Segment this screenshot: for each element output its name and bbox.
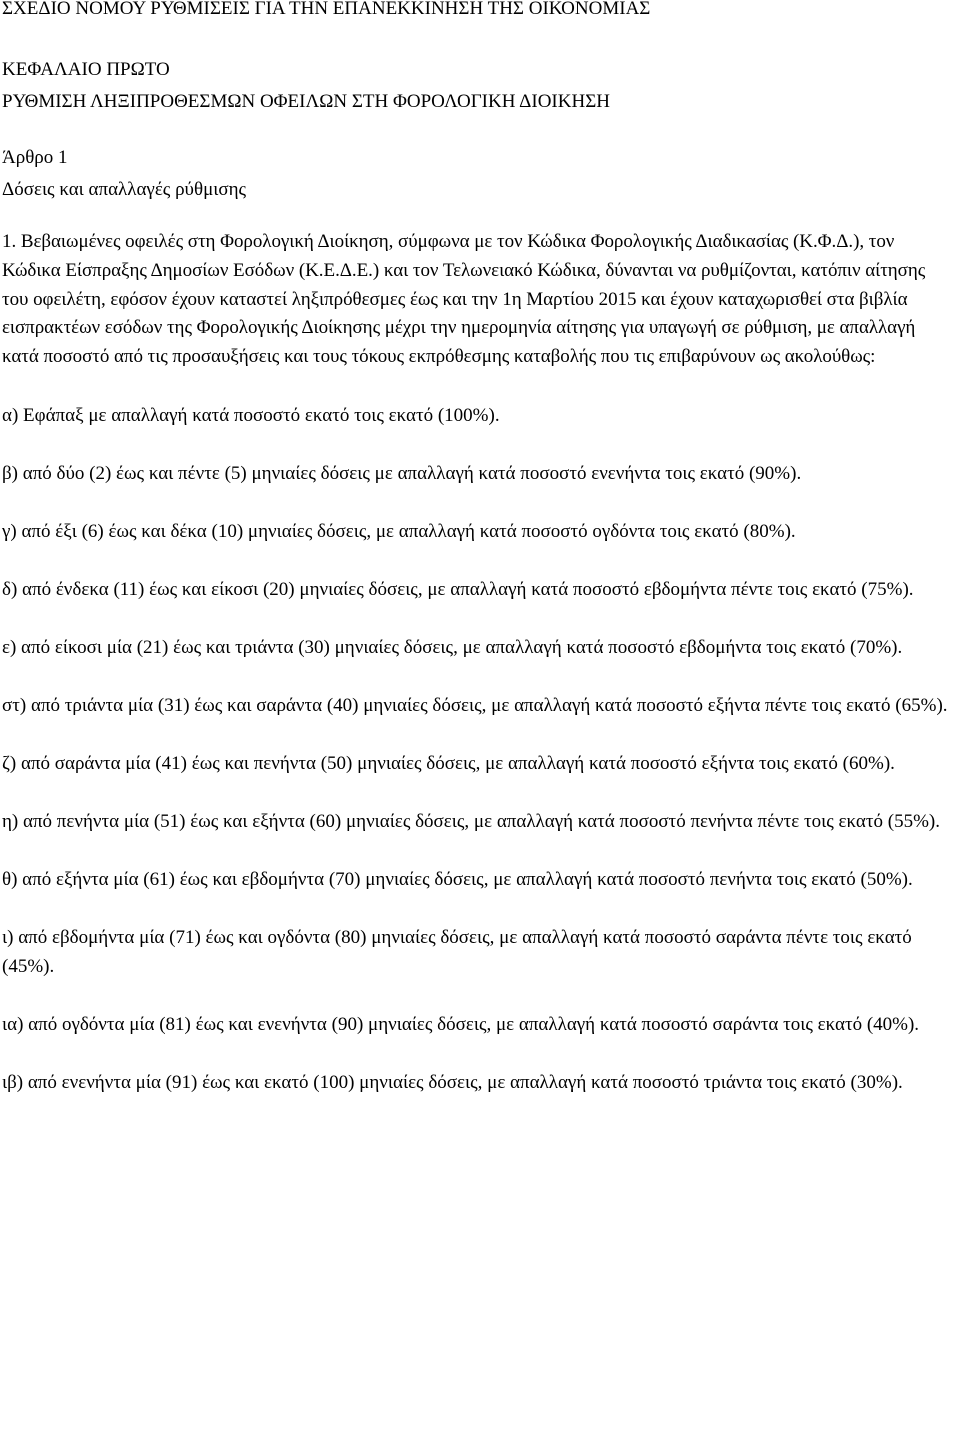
list-item: γ) από έξι (6) έως και δέκα (10) μηνιαίες δόσεις, με απαλλαγή κατά ποσοστό ογδόντα τοις εκατό (80%).: [2, 520, 796, 542]
list-item: στ) από τριάντα μία (31) έως και σαράντα (40) μηνιαίες δόσεις, με απαλλαγή κατά ποσοστό εξήντα πέντε τοις εκατό (65%).: [2, 694, 948, 716]
document-title: ΣΧΕΔΙΟ ΝΟΜΟΥ ΡΥΘΜΙΣΕΙΣ ΓΙΑ ΤΗΝ ΕΠΑΝΕΚΚΙΝΗΣΗ ΤΗΣ ΟΙΚΟΝΟΜΙΑΣ: [2, 0, 651, 19]
list-item: θ) από εξήντα μία (61) έως και εβδομήντα (70) μηνιαίες δόσεις, με απαλλαγή κατά ποσοστό πενήντα τοις εκατό (50%).: [2, 868, 913, 890]
list-item: β) από δύο (2) έως και πέντε (5) μηνιαίες δόσεις με απαλλαγή κατά ποσοστό ενενήντα τοις εκατό (90%).: [2, 462, 802, 484]
article-number: Άρθρο 1: [2, 147, 68, 168]
list-item: ιβ) από ενενήντα μία (91) έως και εκατό (100) μηνιαίες δόσεις, με απαλλαγή κατά ποσοστό τριάντα τοις εκατό (30%).: [2, 1071, 903, 1093]
chapter-label: ΚΕΦΑΛΑΙΟ ΠΡΩΤΟ: [2, 59, 170, 80]
list-item: δ) από ένδεκα (11) έως και είκοσι (20) μηνιαίες δόσεις, με απαλλαγή κατά ποσοστό εβδομήντα πέντε τοις εκατό (75%).: [2, 578, 914, 600]
list-item: η) από πενήντα μία (51) έως και εξήντα (60) μηνιαίες δόσεις, με απαλλαγή κατά ποσοστό πενήντα πέντε τοις εκατό (55%).: [2, 810, 940, 832]
chapter-heading: [2, 54, 956, 118]
intro-paragraph: 1. Βεβαιωμένες οφειλές στη Φορολογική Διοίκηση, σύμφωνα με τον Κώδικα Φορολογικής Διαδικασίας (Κ.Φ.Δ.), τον Κώδικα Είσπραξης Δημοσίων Εσόδων (Κ.Ε.Δ.Ε.) και τον Τελωνειακό Κώδικα, δύνανται να ρυθμίζονται, κατόπιν αίτησης του οφειλέτη, εφόσον έχουν καταστεί ληξιπρόθεσμες έως και την 1η Μαρτίου 2015 και έχουν καταχωρισθεί στα βιβλία εισπρακτέων εσόδων της Φορολογικής Διοίκησης μέχρι την ημερομηνία αίτησης για υπαγωγή σε ρύθμιση, με απαλλαγή κατά ποσοστό από τις προσαυξήσεις και τους τόκους εκπρόθεσμης καταβολής που τις επιβαρύνουν ως ακολούθως:: [2, 231, 926, 368]
installment-list: [2, 401, 956, 1097]
list-item: ε) από είκοσι μία (21) έως και τριάντα (30) μηνιαίες δόσεις, με απαλλαγή κατά ποσοστό εβδομήντα τοις εκατό (70%).: [2, 636, 903, 658]
list-item: α) Εφάπαξ με απαλλαγή κατά ποσοστό εκατό τοις εκατό (100%).: [2, 404, 500, 426]
article-title: Δόσεις και απαλλαγές ρύθμισης: [2, 179, 247, 200]
list-item: ια) από ογδόντα μία (81) έως και ενενήντα (90) μηνιαίες δόσεις, με απαλλαγή κατά ποσοστό σαράντα τοις εκατό (40%).: [2, 1013, 920, 1035]
list-item: ζ) από σαράντα μία (41) έως και πενήντα (50) μηνιαίες δόσεις, με απαλλαγή κατά ποσοστό εξήντα τοις εκατό (60%).: [2, 752, 895, 774]
list-item: ι) από εβδομήντα μία (71) έως και ογδόντα (80) μηνιαίες δόσεις, με απαλλαγή κατά ποσοστό σαράντα πέντε τοις εκατό (45%).: [2, 926, 912, 977]
article-heading: [2, 142, 956, 206]
chapter-title: ΡΥΘΜΙΣΗ ΛΗΞΙΠΡΟΘΕΣΜΩΝ ΟΦΕΙΛΩΝ ΣΤΗ ΦΟΡΟΛΟΓΙΚΗ ΔΙΟΙΚΗΣΗ: [2, 91, 610, 112]
